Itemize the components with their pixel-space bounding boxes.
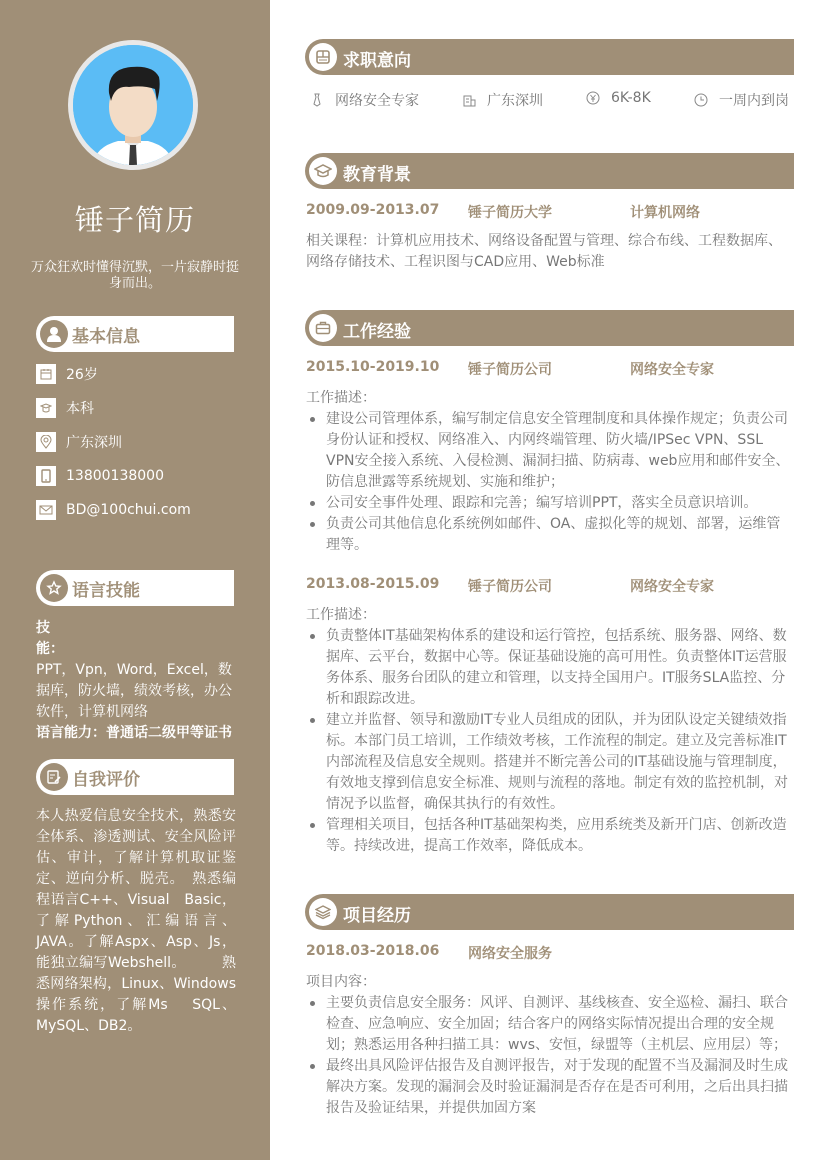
list-item: 建立并监督、领导和激励IT专业人员组成的团队，并为团队设定关键绩效指标。本部门员工培训，工作绩效考核，工作流程的制定。建立及完善标准IT内部流程及信息安全规则。搭建并不断完善公司的IT基础设施与管理制度，有效地支撑到信息安全标准、规则与流程的落地。制定有效的监控机制，对情况予以监督，确保其执行的有效性。: [306, 710, 794, 815]
section-header-self-eval: [36, 759, 234, 795]
info-phone: [36, 466, 164, 486]
info-education: [36, 398, 94, 418]
section-title: 教育背景: [343, 165, 411, 185]
project-period: 2018.03-2018.06: [306, 943, 440, 959]
list-item: 建设公司管理体系，编写制定信息安全管理制度和具体操作规定；负责公司身份认证和授权、网络准入、内网终端管理、防火墙/IPSec VPN、SSL VPN安全接入系统、入侵检测、漏洞扫描、防病毒、web应用和邮件安全、防信息泄露等系统规划、实施和维护；: [306, 409, 794, 493]
section-title: 语言技能: [72, 581, 140, 601]
section-title: 自我评价: [72, 770, 140, 790]
education-school: 锤子简历大学: [468, 205, 552, 221]
yen-icon: [585, 90, 601, 106]
list-item: 管理相关项目，包括各种IT基础架构类，应用系统类及新开门店、创新改造等。持续改进，提高工作效率，降低成本。: [306, 815, 794, 857]
list-item: 主要负责信息安全服务：风评、自测评、基线核查、安全巡检、漏扫、联合检查、应急响应、安全加固；结合客户的网络实际情况提出合理的安全规划；熟悉运用各种扫描工具：wvs、安恒，绿盟等（主机层、应用层）等；: [306, 993, 794, 1056]
desc-label: 工作描述：: [306, 390, 376, 406]
section-title: 求职意向: [343, 51, 411, 71]
list-item: 负责公司其他信息化系统例如邮件、OA、虚拟化等的规划、部署，运维管理等。: [306, 514, 794, 556]
section-title: 工作经验: [343, 322, 411, 342]
edit-icon: [40, 763, 68, 791]
age-value: 26岁: [66, 367, 98, 383]
tie-icon: [309, 92, 325, 108]
graduation-cap-icon: [309, 157, 337, 185]
info-email: [36, 500, 191, 520]
candidate-name: 锤子简历: [74, 203, 195, 237]
section-header-projects: [305, 894, 794, 930]
work-company: 锤子简历公司: [468, 362, 552, 378]
location-pin-icon: [36, 432, 56, 452]
list-item: 最终出具风险评估报告及自测评报告，对于发现的配置不当及漏洞及时生成解决方案。发现的漏洞会及时验证漏洞是否存在是否可利用，之后出具扫描报告及验证结果，并提供加固方案: [306, 1056, 794, 1119]
section-header-work: [305, 310, 794, 346]
star-icon: [40, 574, 68, 602]
work-position: 网络安全专家: [630, 579, 714, 595]
education-value: 本科: [66, 401, 94, 417]
work-description-2: [306, 605, 794, 857]
document-icon: [309, 43, 337, 71]
work-period: 2015.10-2019.10: [306, 359, 440, 375]
avatar: [68, 40, 198, 170]
location-value: 广东深圳: [66, 435, 122, 451]
list-item: 负责整体IT基础架构体系的建设和运行管控，包括系统、服务器、网络、数据库、云平台，数据中心等。保证基础设施的高可用性。负责整体IT运营服务体系、服务台团队的建立和管理，以支持全国用户。IT服务SLA监控、分析和跟踪改进。: [306, 626, 794, 710]
motto: 万众狂欢时懂得沉默，一片寂静时挺身而出。: [30, 260, 239, 291]
phone-icon: [36, 466, 56, 486]
self-evaluation-text: 本人热爱信息安全技术，熟悉安全体系、渗透测试、安全风险评估、审计，了解计算机取证鉴定、逆向分析、脱壳。 熟悉编程语言C++、Visual Basic，了解Python、汇编语言、JAVA。了解Aspx、Asp、Js，能独立编写Webshell。 熟悉网络架构，Linux、Windows操作系统，了解Ms SQL、MySQL、DB2。: [36, 808, 236, 1034]
clock-icon: [693, 92, 709, 108]
phone-value: 13800138000: [66, 468, 164, 484]
work-period: 2013.08-2015.09: [306, 576, 440, 592]
work-description-1: [306, 388, 794, 556]
section-header-basic-info: [36, 316, 234, 352]
education-courses: 相关课程：计算机应用技术、网络设备配置与管理、综合布线、工程数据库、网络存储技术、工程识图与CAD应用、Web标准: [306, 233, 782, 270]
intent-salary: 6K-8K: [585, 90, 651, 106]
email-value: BD@100chui.com: [66, 502, 191, 518]
intent-position: 网络安全专家: [309, 90, 419, 110]
skills-label: 技能：: [36, 620, 64, 657]
calendar-icon: [36, 364, 56, 384]
language-value: 普通话二级甲等证书: [106, 725, 232, 741]
project-description: [306, 972, 794, 1119]
section-header-skills: [36, 570, 234, 606]
list-item: 公司安全事件处理、跟踪和完善；编写培训PPT，落实全员意识培训。: [306, 493, 794, 514]
desc-label: 项目内容：: [306, 974, 376, 990]
education-period: 2009.09-2013.07: [306, 202, 440, 218]
info-location: [36, 432, 122, 452]
info-age: [36, 364, 98, 384]
graduation-cap-icon: [36, 398, 56, 418]
language-label: 语言能力：: [36, 725, 106, 741]
job-intent-row: [305, 90, 794, 112]
skills-value: PPT，Vpn，Word，Excel，数据库，防火墙，绩效考核，办公软件，计算机网络: [36, 662, 232, 720]
section-title: 基本信息: [72, 327, 140, 347]
mail-icon: [36, 500, 56, 520]
section-header-job-intent: [305, 39, 794, 75]
intent-availability: 一周内到岗: [693, 90, 789, 110]
desc-label: 工作描述：: [306, 607, 376, 623]
briefcase-icon: [309, 314, 337, 342]
sidebar: [0, 0, 270, 1160]
project-name: 网络安全服务: [468, 946, 552, 962]
building-icon: [461, 92, 477, 108]
education-major: 计算机网络: [630, 205, 700, 221]
layers-icon: [309, 898, 337, 926]
section-header-education: [305, 153, 794, 189]
work-position: 网络安全专家: [630, 362, 714, 378]
work-company: 锤子简历公司: [468, 579, 552, 595]
skills-text: [36, 618, 236, 744]
section-title: 项目经历: [343, 906, 411, 926]
intent-city: 广东深圳: [461, 90, 543, 110]
avatar-illustration: [73, 45, 193, 165]
user-icon: [40, 320, 68, 348]
